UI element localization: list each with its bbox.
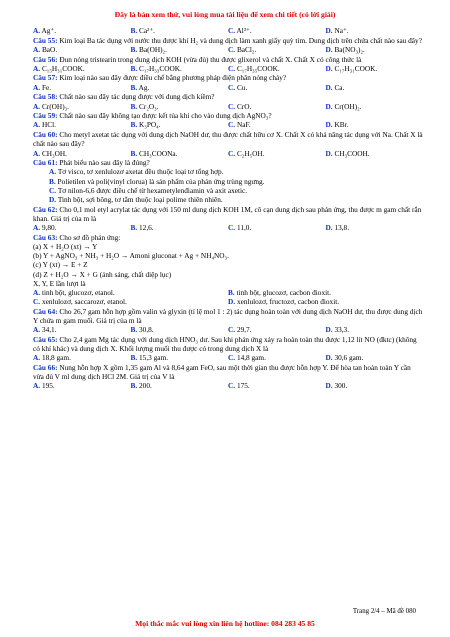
q57-options [33, 83, 423, 92]
reaction-a: (a) X + H₂O (xt) → Y [33, 241, 98, 251]
option-a[interactable]: A. CH₃OH. [33, 148, 67, 158]
question-label: Câu 55: [33, 35, 58, 45]
question-64 [33, 307, 423, 335]
option-d[interactable]: D. 13,8. [325, 223, 350, 233]
option-a[interactable]: A. 195. [33, 381, 55, 391]
question-text: Kim loại Ba tác dụng với nước thu được khí H₂ và dung dịch làm xanh giấy quỳ tím. Dung dịch trên chứa chất nào sau đây? [59, 35, 422, 45]
question-text: Chất nào sau đây không tạo được kết tủa khi cho vào dung dịch AgNO₃? [59, 111, 272, 121]
question-60 [33, 130, 423, 158]
option-c[interactable]: C. 175. [228, 381, 250, 391]
option-c[interactable]: C. C₁₇H₃₅COOK. [228, 63, 280, 73]
option-b[interactable]: B. Polietilen và poli(vinyl clorua) là sản phẩm của phản ứng trùng ngưng. [49, 176, 265, 186]
q59-options [33, 120, 423, 129]
option-c[interactable]: C. 29,7. [228, 325, 252, 335]
q64-options [33, 325, 423, 334]
option-b[interactable]: B. Ag. [130, 82, 150, 92]
option-d[interactable]: D. KBr. [325, 120, 349, 130]
hotline-footer: Mọi thắc mắc vui lòng xin liên hệ hotline: 084 283 45 85 [135, 619, 315, 628]
option-c[interactable]: C. Tơ nilon-6,6 được điều chế từ hexametylenđiamin và axit axetic. [49, 185, 248, 195]
question-text: Nung hỗn hợp X gồm 1,35 gam Al và 8,64 gam FeO, sau một thời gian thu được hỗn hợp Y. Để hòa tan hoàn toàn Y cần vừa đủ V ml dung dịch HCl 2M. Giá trị của V là [33, 362, 411, 382]
q66-options [33, 381, 423, 390]
question-label: Câu 62: [33, 204, 58, 214]
option-d[interactable]: D. 30,6 gam. [325, 353, 364, 363]
q60-options [33, 149, 423, 158]
question-text: Cho sơ đồ phản ứng: [59, 232, 121, 242]
question-list [33, 26, 423, 391]
question-57 [33, 73, 423, 91]
option-b[interactable]: B. 15,3 gam. [130, 353, 169, 363]
question-58 [33, 92, 423, 110]
option-a[interactable]: A. Cr(OH)₃. [33, 101, 70, 111]
q62-options [33, 223, 423, 232]
reaction-b: (b) Y + AgNO₃ + NH₃ + H₂O → Amoni gluconat + Ag + NH₄NO₃. [33, 251, 229, 261]
question-55 [33, 36, 423, 54]
option-a[interactable]: A. tinh bột, glucozơ, etanol. [33, 287, 115, 297]
question-text: Cho 2,4 gam Mg tác dụng với dung dịch HNO₃ dư. Sau khi phản ứng xảy ra hoàn toàn thu được 1,12 lít NO (đktc) (không có khí khác) và dung dịch X. Khối lượng muối thu được có trong dung dịch X là [33, 334, 417, 354]
question-text: Cho 26,7 gam hỗn hợp gồm valin và glyxin (tỉ lệ mol 1 : 2) tác dụng hoàn toàn với dung dịch NaOH dư, thu được dung dịch Y chứa m gam muối. Giá trị của m là [33, 306, 423, 325]
question-label: Câu 60: [33, 130, 58, 140]
option-a[interactable]: A. Fe. [33, 82, 52, 92]
option-d[interactable]: D. Cr(OH)₂. [325, 101, 362, 111]
question-label: Câu 64: [33, 306, 58, 316]
question-63 [33, 233, 423, 307]
option-c[interactable]: C. 11,0. [228, 223, 252, 233]
question-65 [33, 335, 423, 363]
reaction-d: (d) Z + H₂O → X + G (ánh sáng, chất diệp lục) [33, 269, 172, 279]
option-c[interactable]: C. CrO. [228, 101, 252, 111]
question-label: Câu 58: [33, 92, 58, 102]
page-number: Trang 2/4 – Mã đề 080 [352, 608, 416, 615]
option-b[interactable]: B. tinh bột, glucozơ, cacbon đioxit. [228, 287, 331, 297]
option-d[interactable]: D. xenlulozơ, fructozơ, cacbon đioxit. [228, 297, 340, 307]
option-a[interactable]: A. HCl. [33, 120, 56, 130]
option-b[interactable]: B. 12,6. [130, 223, 154, 233]
option-c[interactable]: C. C₂H₅OH. [228, 148, 265, 158]
q56-options [33, 64, 423, 73]
option-d[interactable]: D. 33,3. [325, 325, 350, 335]
option-d[interactable]: D. Na⁺. [325, 26, 349, 35]
option-c[interactable]: C. NaF. [228, 120, 251, 130]
option-c[interactable]: C. Al³⁺. [228, 26, 252, 35]
question-text: Kim loại nào sau đây được điều chế bằng phương pháp điện phân nóng chảy? [59, 73, 287, 83]
option-c[interactable]: C. BaCl₂. [228, 44, 257, 54]
option-c[interactable]: C. 14,8 gam. [228, 353, 266, 363]
option-b[interactable]: B. C₁₇H₃₃COOK. [130, 63, 182, 73]
option-a[interactable]: A. 9,80. [33, 223, 57, 233]
option-b[interactable]: B. 200. [130, 381, 152, 391]
option-d[interactable]: D. C₁₇H₃₁COOK. [325, 63, 378, 73]
question-66 [33, 363, 423, 391]
q65-options [33, 353, 423, 362]
question-text: Chất nào sau đây tác dụng được với dung dịch kiềm? [59, 92, 215, 102]
question-text: Đun nóng tristearin trong dung dịch KOH (vừa đủ) thu được glixerol và chất X. Chất X có công thức là [59, 54, 362, 64]
q58-options [33, 102, 423, 111]
q54-options [33, 26, 423, 35]
question-62 [33, 205, 423, 233]
option-a[interactable]: A. C₁₅H₃₁COOK. [33, 63, 85, 73]
option-a[interactable]: A. 34,1. [33, 325, 57, 335]
preview-banner: Đây là bản xem thử, vui lòng mua tài liệu để xem chi tiết (có lời giải) [114, 10, 336, 19]
question-label: Câu 57: [33, 73, 58, 83]
question-label: Câu 56: [33, 54, 58, 64]
option-d[interactable]: D. Tinh bột, sợi bông, tơ tằm thuộc loại polime thiên nhiên. [49, 195, 223, 204]
q55-options [33, 45, 423, 54]
question-label: Câu 59: [33, 111, 58, 121]
option-b[interactable]: B. Ba(OH)₂. [130, 44, 167, 54]
question-61 [33, 158, 423, 204]
option-b[interactable]: B. K₃PO₄. [130, 120, 161, 130]
option-a[interactable]: A. 18,8 gam. [33, 353, 71, 363]
question-label: Câu 66: [33, 362, 58, 372]
question-text: Cho 0,1 mol etyl acrylat tác dụng với 150 ml dung dịch KOH 1M, cô cạn dung dịch sau phản ứng, thu được m gam chất rắn khan. Giá trị của m là [33, 204, 422, 223]
option-d[interactable]: D. 300. [325, 381, 348, 391]
question-prompt: X, Y, E lần lượt là [33, 278, 86, 288]
option-d[interactable]: D. Ba(NO₃)₂. [325, 44, 365, 54]
option-a[interactable]: A. Ag⁺. [33, 26, 57, 35]
option-b[interactable]: B. CH₃COONa. [130, 148, 178, 158]
option-c[interactable]: C. Cu. [228, 82, 248, 92]
question-text: Cho metyl axetat tác dụng với dung dịch NaOH dư, thu được chất hữu cơ X. Chất X có khả năng tác dụng với Na. Chất X là chất nào sau đây? [33, 130, 423, 149]
q63-options [33, 288, 423, 306]
option-b[interactable]: B. Cr₂O₃. [130, 101, 159, 111]
question-label: Câu 65: [33, 334, 58, 344]
option-d[interactable]: D. Ca. [325, 82, 345, 92]
reaction-c: (c) Y (xt) → E + Z [33, 260, 88, 270]
question-text: Phát biểu nào sau đây là đúng? [59, 158, 150, 168]
option-c[interactable]: C. xenlulozơ, saccarozơ, etanol. [33, 297, 127, 307]
question-56 [33, 55, 423, 73]
question-label: Câu 61: [33, 158, 58, 168]
question-label: Câu 63: [33, 232, 58, 242]
option-b[interactable]: B. Ca²⁺. [130, 26, 156, 35]
option-d[interactable]: D. CH₃COOH. [325, 148, 370, 158]
option-a[interactable]: A. BaO. [33, 44, 58, 54]
option-b[interactable]: B. 30,8. [130, 325, 154, 335]
option-a[interactable]: A. Tơ visco, tơ xenlulozơ axetat đều thuộc loại tơ tổng hợp. [49, 167, 224, 177]
question-59 [33, 111, 423, 129]
